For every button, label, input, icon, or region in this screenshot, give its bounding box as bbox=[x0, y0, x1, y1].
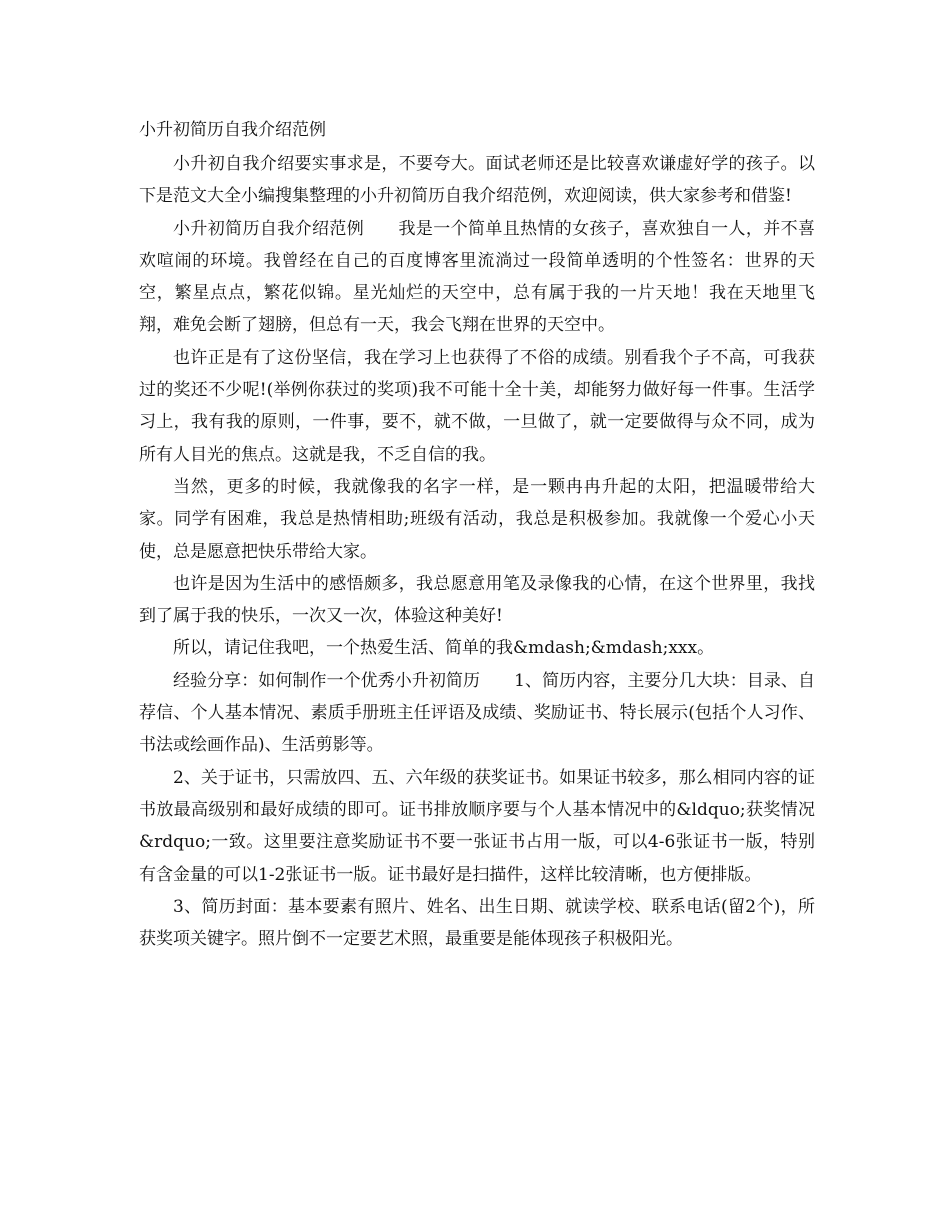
section-heading: 小升初简历自我介绍范例 bbox=[173, 218, 365, 239]
paragraph-text: 3、简历封面：基本要素有照片、姓名、出生日期、就读学校、联系电话(留2个)，所获奖项关键字。照片倒不一定要艺术照，最重要是能体现孩子积极阳光。 bbox=[139, 896, 815, 950]
paragraph-text: 我是一个简单且热情的女孩子，喜欢独自一人，并不喜欢喧闹的环境。我曾经在自己的百度博客里流淌过一段简单透明的个性签名：世界的天空，繁星点点，繁花似锦。星光灿烂的天空中，总有属于我的一片天地！我在天地里飞翔，难免会断了翅膀，但总有一天，我会飞翔在世界的天空中。 bbox=[139, 218, 816, 336]
paragraph-text: 小升初自我介绍要实事求是，不要夸大。面试老师还是比较喜欢谦虚好学的孩子。以下是范文大全小编搜集整理的小升初简历自我介绍范例，欢迎阅读，供大家参考和借鉴! bbox=[139, 154, 815, 207]
paragraph-tips-cover bbox=[139, 891, 815, 956]
paragraph-closing bbox=[139, 632, 815, 664]
paragraph-text: 所以，请记住我吧，一个热爱生活、简单的我&mdash;&mdash;xxx。 bbox=[173, 638, 715, 659]
paragraph-example bbox=[139, 213, 815, 342]
paragraph-warmth bbox=[139, 471, 815, 568]
paragraph-text: 也许是因为生活中的感悟颇多，我总愿意用笔及录像我的心情，在这个世界里，我找到了属于我的快乐，一次又一次，体验这种美好! bbox=[139, 573, 815, 627]
paragraph-text: 2、关于证书，只需放四、五、六年级的获奖证书。如果证书较多，那么相同内容的证书放最高级别和最好成绩的即可。证书排放顺序要与个人基本情况中的&ldquo;获奖情况&rdquo;一致。这里要注意奖励证书不要一张证书占用一版，可以4-6张证书一版，特别有含金量的可以1-2张证书一版。证书最好是扫描件，这样比较清晰，也方便排版。 bbox=[139, 767, 815, 885]
document-title: 小升初简历自我介绍范例 bbox=[139, 120, 326, 140]
paragraph-text: 也许正是有了这份坚信，我在学习上也获得了不俗的成绩。别看我个子不高，可我获过的奖还不少呢!(举例你获过的奖项)我不可能十全十美，却能努力做好每一件事。生活学习上，我有我的原则，一件事，要不，就不做，一旦做了，就一定要做得与众不同，成为所有人目光的焦点。这就是我，不乏自信的我。 bbox=[139, 347, 815, 465]
document-body bbox=[139, 148, 815, 955]
paragraph-tips-content bbox=[139, 665, 815, 762]
paragraph-text: 1、简历内容，主要分几大块：目录、自荐信、个人基本情况、素质手册班主任评语及成绩、奖励证书、特长展示(包括个人习作、书法或绘画作品)、生活剪影等。 bbox=[139, 670, 815, 756]
paragraph-intro bbox=[139, 148, 815, 213]
paragraph-confidence bbox=[139, 342, 815, 471]
section-heading: 经验分享：如何制作一个优秀小升初简历 bbox=[173, 670, 481, 691]
paragraph-feelings bbox=[139, 568, 815, 633]
paragraph-text: 当然，更多的时候，我就像我的名字一样，是一颗冉冉升起的太阳，把温暖带给大家。同学有困难，我总是热情相助;班级有活动，我总是积极参加。我就像一个爱心小天使，总是愿意把快乐带给大家。 bbox=[139, 476, 815, 562]
paragraph-tips-certificates bbox=[139, 762, 815, 891]
